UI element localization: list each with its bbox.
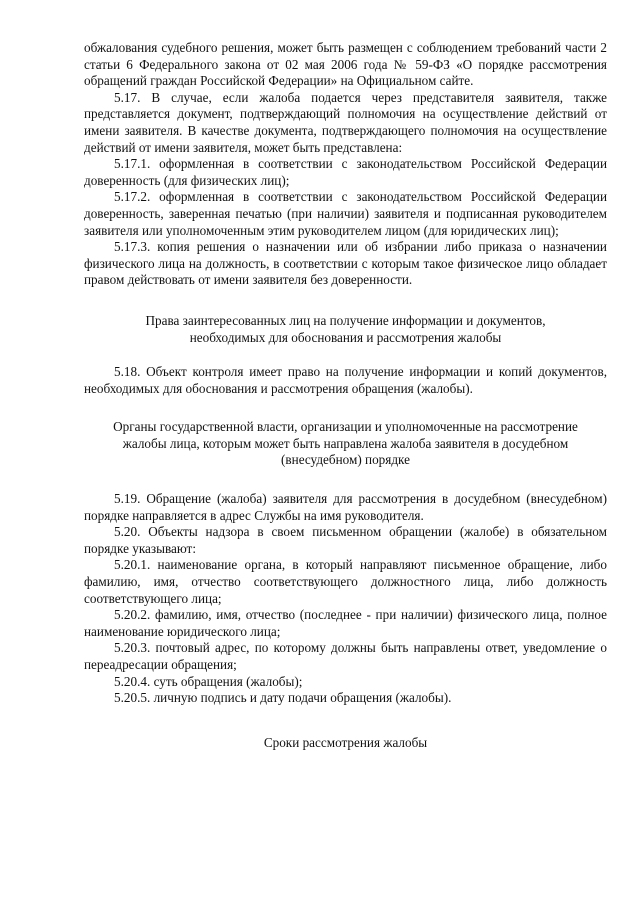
paragraph-5-17-3: 5.17.3. копия решения о назначении или об избрании либо приказа о назначении физического лица на должность, в соответствии с которым такое физическое лицо обладает правом действовать от имени заявителя без доверенности. [84,239,607,288]
paragraph-5-20: 5.20. Объекты надзора в своем письменном обращении (жалобе) в обязательном порядке указывают: [84,524,607,556]
paragraph-5-19: 5.19. Обращение (жалоба) заявителя для рассмотрения в досудебном (внесудебном) порядке направляется в адрес Службы на имя руководителя. [84,491,607,523]
paragraph-intro: обжалования судебного решения, может быть размещен с соблюдением требований части 2 статьи 6 Федерального закона от 02 мая 2006 года № 59-ФЗ «О порядке рассмотрения обращений граждан Российской Федерации» на Официальном сайте. [84,40,607,89]
paragraph-5-18: 5.18. Объект контроля имеет право на получение информации и копий документов, необходимых для обоснования и рассмотрения обращения (жалобы). [84,364,607,396]
paragraph-5-20-4: 5.20.4. суть обращения (жалобы); [114,673,303,689]
paragraph-5-20-2: 5.20.2. фамилию, имя, отчество (последнее - при наличии) физического лица, полное наименование юридического лица; [84,607,607,639]
section-heading-rights: Права заинтересованных лиц на получение информации и документов, необходимых для обоснования и рассмотрения жалобы [145,312,546,345]
paragraph-5-17-1: 5.17.1. оформленная в соответствии с законодательством Российской Федерации доверенность (для физических лиц); [84,156,607,188]
section-heading-bodies: Органы государственной власти, организации и уполномоченные на рассмотрение жалобы лица, которым может быть направлена жалоба заявителя в досудебном (внесудебном) порядке [113,419,578,468]
paragraph-5-20-5: 5.20.5. личную подпись и дату подачи обращения (жалобы). [114,690,452,706]
section-heading-terms: Сроки рассмотрения жалобы [263,734,428,750]
paragraph-5-17: 5.17. В случае, если жалоба подается через представителя заявителя, также представляется документ, подтверждающий полномочия на осуществление действий от имени заявителя. В качестве документа, подтверждающего полномочия на осуществление действий от имени заявителя, может быть представлена: [84,89,607,155]
paragraph-5-20-1: 5.20.1. наименование органа, в который направляют письменное обращение, либо фамилию, имя, отчество соответствующего должностного лица, либо должность соответствующего лица; [84,557,607,606]
paragraph-5-17-2: 5.17.2. оформленная в соответствии с законодательством Российской Федерации доверенность, заверенная печатью (при наличии) заявителя и подписанная руководителем заявителя или уполномоченным этим руководителем лицом (для юридических лиц); [84,189,607,238]
document-body [84,40,607,751]
paragraph-5-20-3: 5.20.3. почтовый адрес, по которому должны быть направлены ответ, уведомление о переадресации обращения; [84,640,607,672]
